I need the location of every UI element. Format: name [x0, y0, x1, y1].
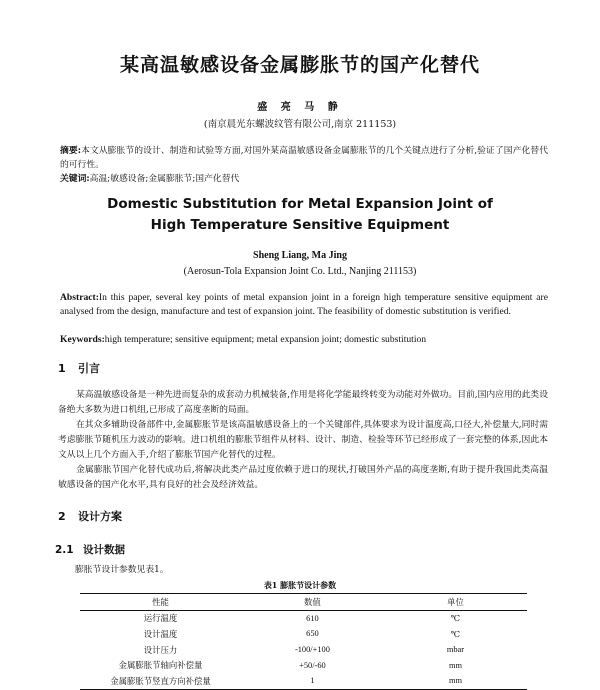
- table-reference-text: 膨胀节设计参数见表1。: [75, 565, 169, 575]
- section-1-paragraph: 某高温敏感设备是一种先进而复杂的成套动力机械装备,作用是将化学能最终转变为动能对外做功。目前,国内应用的此类设备绝大多数为进口机组,已形成了高度垄断的局面。: [58, 390, 548, 415]
- table-row: [80, 642, 527, 658]
- title-chinese: 某高温敏感设备金属膨胀节的国产化替代: [119, 54, 480, 76]
- table-cell: -100/+100: [294, 645, 330, 655]
- keywords-chinese: [60, 172, 548, 186]
- keywords-chinese-text: 高温;敏感设备;金属膨胀节;国产化替代: [89, 174, 240, 184]
- table-header-cell: 单位: [447, 596, 464, 607]
- abstract-english-text: In this paper, several key points of metal expansion joint in a foreign high temperature sensitive equipment are analysed from the design, manufacture and test of expansion joint. The feasibility of domestic substitution is verified.: [60, 292, 548, 317]
- section-1-paragraph: 在其众多辅助设备部件中,金属膨胀节是该高温敏感设备上的一个关键部件,具体要求为设计温度高,口径大,补偿量大,同时需考虑膨胀节随机压力波动的影响。进口机组的膨胀节组件从材料、设计、制造、检验等环节已经形成了一套完整的体系,因此本文从以上几个方面入手,介绍了膨胀节国产化替代的过程。: [58, 420, 548, 460]
- table-header-row: [80, 594, 527, 611]
- affiliation-chinese: (南京晨光东螺波纹管有限公司,南京 211153): [203, 119, 397, 130]
- authors-english: Sheng Liang, Ma Jing: [253, 250, 347, 261]
- keywords-english-label: Keywords:: [60, 334, 105, 345]
- section-1-number: 1: [58, 362, 66, 375]
- table-row: [80, 657, 527, 673]
- table-row: [80, 673, 527, 689]
- table-cell: ℃: [450, 628, 461, 639]
- section-1-title: 引言: [78, 362, 100, 375]
- abstract-chinese: [60, 144, 548, 172]
- table-cell: mm: [448, 676, 462, 686]
- table-cell: 金属膨胀节竖直方向补偿量: [110, 675, 211, 686]
- table-cell: 610: [306, 613, 319, 623]
- section-2-1-title: 设计数据: [83, 544, 125, 556]
- section-2-1-heading: [55, 542, 125, 557]
- table-cell: mbar: [446, 645, 465, 655]
- title-english-line1: Domestic Substitution for Metal Expansion Joint of: [107, 196, 493, 212]
- keywords-english-text: high temperature; sensitive equipment; metal expansion joint; domestic substitution: [104, 334, 427, 345]
- title-english: [0, 194, 600, 236]
- keywords-english: [60, 333, 548, 347]
- keywords-chinese-label: 关键词:: [60, 174, 90, 184]
- section-1-paragraph: 金属膨胀节国产化替代成功后,将解决此类产品过度依赖于进口的现状,打破国外产品的高度垄断,有助于提升我国此类高温敏感设备的国产化水平,具有良好的社会及经济效益。: [58, 465, 548, 490]
- table-row: [80, 626, 527, 642]
- abstract-english: [60, 291, 548, 318]
- table-cell: 金属膨胀节轴向补偿量: [118, 660, 203, 671]
- abstract-english-label: Abstract:: [60, 292, 99, 303]
- abstract-chinese-text: 本文从膨胀节的设计、制造和试验等方面,对国外某高温敏感设备金属膨胀节的几个关键点进行了分析,验证了国产化替代的可行性。: [60, 146, 548, 170]
- section-2-1-number: 2.1: [55, 544, 74, 556]
- title-english-line2: High Temperature Sensitive Equipment: [150, 217, 450, 233]
- section-1-heading: [58, 360, 100, 376]
- table-cell: 设计温度: [143, 628, 178, 639]
- table-cell: 设计压力: [143, 644, 178, 655]
- section-1-body: [58, 388, 548, 493]
- table-header-cell: 性能: [152, 596, 169, 607]
- table-cell: +50/-60: [299, 660, 326, 670]
- design-parameters-table: [80, 593, 527, 690]
- section-2-number: 2: [58, 510, 66, 523]
- affiliation-english: (Aerosun-Tola Expansion Joint Co. Ltd., Nanjing 211153): [183, 266, 417, 277]
- section-2-title: 设计方案: [78, 510, 122, 523]
- table-cell: 650: [306, 629, 319, 639]
- table-header-cell: 数值: [304, 596, 321, 607]
- table-caption: 表1 膨胀节设计参数: [263, 580, 337, 590]
- table-cell: mm: [448, 660, 462, 670]
- table-cell: ℃: [450, 613, 461, 624]
- table-cell: 1: [310, 676, 315, 686]
- section-2-heading: [58, 508, 122, 524]
- authors-chinese: 盛 亮 马 静: [257, 102, 343, 113]
- table-row: [80, 610, 527, 626]
- table-cell: 运行温度: [143, 613, 178, 624]
- abstract-chinese-label: 摘要:: [60, 146, 81, 156]
